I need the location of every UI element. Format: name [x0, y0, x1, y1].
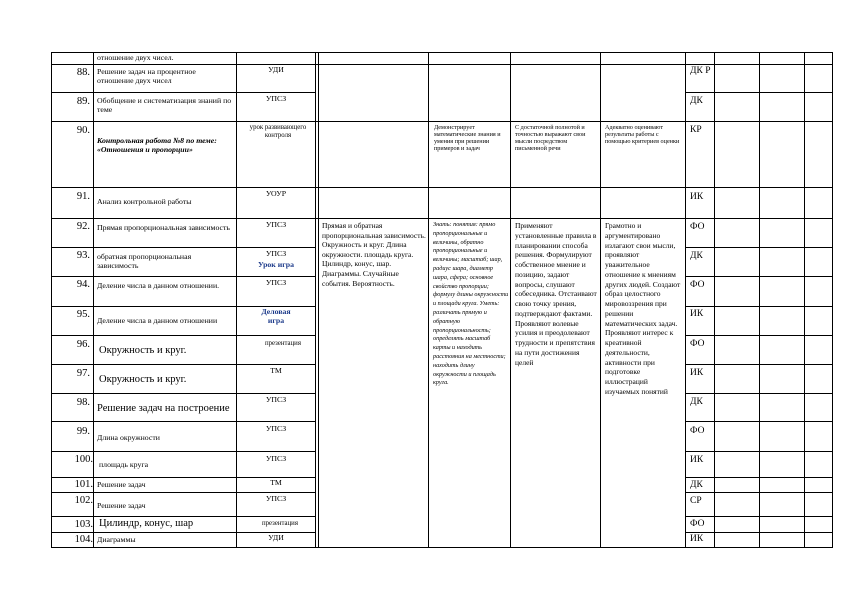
lesson-topic: Деление числа в данном отношении — [97, 316, 218, 325]
lesson-topic: обратная пропорциональная зависимость — [97, 252, 192, 270]
column-divider — [428, 52, 429, 548]
control-form: ИК — [690, 534, 704, 544]
control-form: ИК — [690, 192, 704, 202]
control-form: ДК — [690, 480, 703, 490]
lesson-topic: Решение задач — [97, 480, 146, 489]
row-divider — [51, 247, 315, 248]
column-divider — [759, 52, 760, 548]
column-divider — [318, 52, 319, 548]
lesson-number: 95. — [76, 309, 90, 320]
column-divider — [804, 52, 805, 548]
lesson-number: 98. — [76, 397, 90, 408]
lesson-type: презентация — [262, 520, 298, 527]
lesson-type-note: Урок игра — [257, 260, 295, 269]
lesson-topic: отношение двух чисел. — [97, 53, 174, 62]
lesson-type: УПСЗ — [265, 424, 287, 433]
lesson-topic: Деление числа в данном отношении. — [97, 281, 220, 290]
control-form: СР — [690, 496, 702, 506]
personal-results: Адекватно оценивают результаты работы с помощью критериев оценки — [605, 124, 680, 146]
lesson-topic: площадь круга — [99, 460, 149, 469]
lesson-number: 90. — [76, 125, 90, 136]
lesson-topic: Диаграммы — [97, 535, 136, 544]
row-divider — [51, 335, 315, 336]
lesson-type: УДИ — [268, 533, 284, 542]
column-divider — [685, 52, 686, 548]
meta-results: С достаточной полнотой и точностью выражают свои мысли посредством письменной речи — [515, 124, 586, 153]
lesson-number: 92. — [76, 221, 90, 232]
column-divider — [832, 52, 833, 548]
lesson-number: 102. — [74, 495, 93, 506]
row-divider — [51, 92, 315, 93]
lesson-topic: Прямая пропорциональная зависимость — [97, 223, 230, 232]
control-form: КР — [690, 125, 702, 135]
lesson-type: УПСЗ — [265, 395, 287, 404]
control-form: ДК — [690, 96, 703, 106]
lesson-topic: Окружность и круг. — [99, 345, 187, 356]
lesson-number: 103. — [74, 519, 93, 530]
lesson-type: Деловая игра — [261, 307, 291, 325]
lesson-topic: Цилиндр, конус, шар — [99, 518, 194, 529]
lesson-number: 94. — [76, 279, 90, 290]
lesson-type: УПСЗ — [265, 278, 287, 287]
row-divider — [51, 393, 315, 394]
lesson-number: 88. — [76, 67, 90, 78]
row-divider — [51, 276, 315, 277]
lesson-type: УОУР — [265, 189, 287, 198]
lesson-number: 91. — [76, 191, 90, 202]
column-divider — [714, 52, 715, 548]
row-divider — [51, 492, 315, 493]
personal-results: Грамотно и аргументировано излагают свои мысли, проявляют уважительное отношение к мнениям других людей. Создают образ целостного мировоззрения при решении математических задач. Проявляют интерес к креативной деятельности, активности при подготовке иллюстраций изучаемых понятий — [605, 221, 681, 396]
lesson-type: ТМ — [270, 366, 282, 375]
lesson-number: 104. — [74, 534, 93, 545]
lesson-type: УПСЗ — [265, 220, 287, 229]
lesson-topic: Решение задач — [97, 501, 146, 510]
control-form: ФО — [690, 280, 705, 290]
lesson-number: 101. — [74, 479, 93, 490]
lesson-number: 99. — [76, 426, 90, 437]
control-form: ФО — [690, 222, 705, 232]
lesson-topic: Длина окружности — [97, 433, 160, 442]
control-form: ДК Р — [690, 66, 711, 76]
row-divider — [51, 364, 315, 365]
lesson-content: Прямая и обратная пропорциональная зависимость. Окружность и круг. Длина окружности. площадь круга. Цилиндр, конус, шар. Диаграммы. Случайные события. Вероятность. — [322, 221, 426, 288]
lesson-topic: Окружность и круг. — [99, 374, 187, 385]
lesson-type: УПСЗ — [265, 249, 287, 258]
row-divider — [51, 516, 315, 517]
lesson-type: УПСЗ — [265, 494, 287, 503]
control-form: ДК — [690, 397, 703, 407]
control-form: ФО — [690, 519, 705, 529]
lesson-number: 100. — [74, 454, 93, 465]
lesson-topic: Анализ контрольной работы — [97, 197, 192, 206]
lesson-number: 97. — [76, 368, 90, 379]
lesson-type: УПСЗ — [265, 454, 287, 463]
lesson-type: презентация — [265, 340, 301, 347]
row-divider — [51, 451, 315, 452]
subject-results: Демонстрирует математические знания и умения при решении примеров и задач — [434, 124, 501, 153]
lesson-topic: Обобщение и систематизация знаний по теме — [97, 96, 232, 114]
column-divider — [93, 52, 94, 548]
row-divider — [51, 421, 315, 422]
lesson-type: УДИ — [268, 65, 284, 74]
control-form: ИК — [690, 368, 704, 378]
control-form: ДК — [690, 251, 703, 261]
control-form: ФО — [690, 339, 705, 349]
column-divider — [510, 52, 511, 548]
control-form: ИК — [690, 455, 704, 465]
control-form: ФО — [690, 426, 705, 436]
lesson-topic: Решение задач на построение — [97, 403, 230, 414]
lesson-type: урок развивающего контроля — [249, 124, 307, 139]
lesson-topic: Решение задач на процентное отношение двух чисел — [97, 67, 196, 85]
column-divider — [236, 52, 237, 548]
control-form: ИК — [690, 309, 704, 319]
lesson-topic: Контрольная работа №8 по теме: «Отношения и пропорции» — [97, 136, 217, 154]
lesson-number: 89. — [76, 96, 90, 107]
lesson-type: УПСЗ — [265, 94, 287, 103]
column-divider — [600, 52, 601, 548]
meta-results: Применяют установленные правила в планировании способа решения. Формулируют собственное мнение и позицию, задают вопросы, слушают собеседника. Отстаивают свою точку зрения, подтверждают фактами. Проявляют волевые усилия и преодолевают трудности и препятствия на пути достижения целей — [515, 221, 597, 367]
subject-results: Знать: понятия: прямо пропорциональные и величины, обратно пропорциональные и величины; масштаб; шар, радиус шара, диаметр шара, сфера; основное свойство пропорции; формулу длины окружности и площади круга. Уметь: различать прямую и обратную пропорциональность; определять масштаб карты и находить расстояния на местности; находить длину окружности и площадь круга. — [433, 221, 509, 387]
lesson-number: 93. — [76, 250, 90, 261]
lesson-type: ТМ — [270, 478, 282, 487]
lesson-number: 96. — [76, 339, 90, 350]
